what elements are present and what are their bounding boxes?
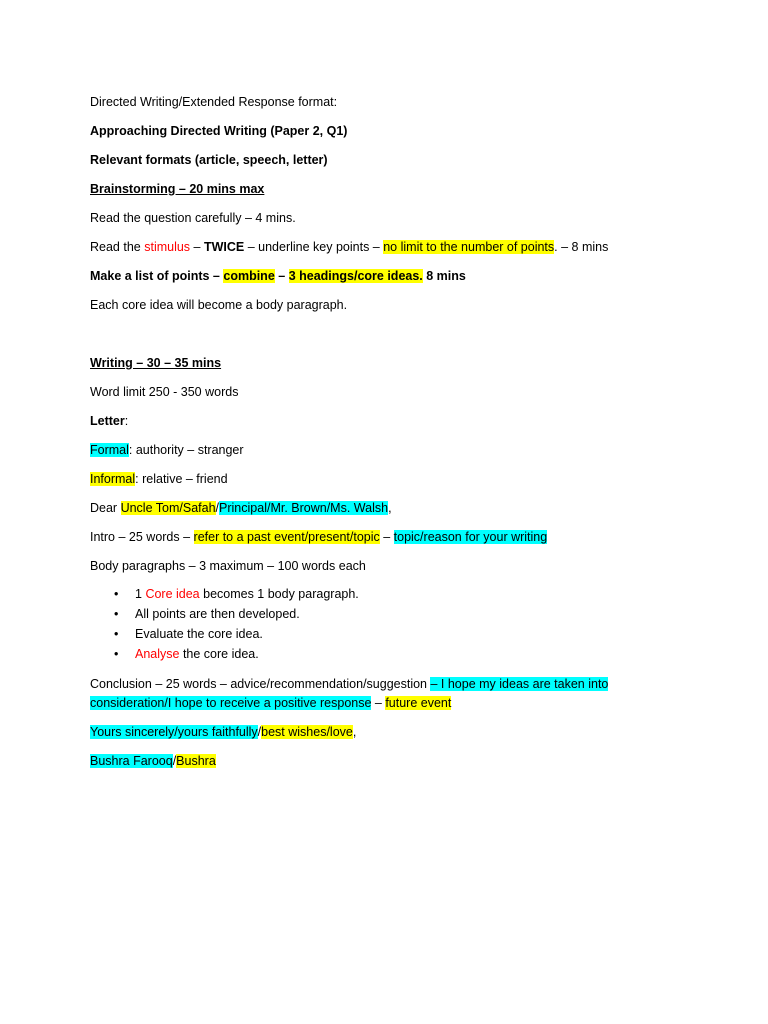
name-line	[90, 754, 216, 769]
text: /	[257, 725, 262, 739]
highlight-yellow: refer to a past event/present/topic	[193, 530, 380, 544]
text: 8 mins	[422, 269, 466, 283]
text: Make a list of points –	[90, 269, 224, 283]
dear-line	[90, 501, 392, 516]
text: becomes 1 body paragraph.	[199, 587, 359, 601]
text: –	[190, 240, 204, 254]
heading-formats: Relevant formats (article, speech, letter)	[90, 153, 328, 167]
text: Dear	[90, 501, 121, 515]
text: Read the	[90, 240, 145, 254]
text: –	[371, 696, 386, 710]
text: /	[172, 754, 177, 768]
informal-line	[90, 472, 228, 487]
highlight-yellow: Uncle Tom/Safah	[120, 501, 216, 515]
text: Intro – 25 words –	[90, 530, 194, 544]
highlight-yellow: best wishes/love	[261, 725, 353, 739]
twice-bold-text: TWICE	[203, 240, 245, 254]
text: Conclusion – 25 words – advice/recommendation/suggestion	[90, 677, 431, 691]
list-item	[90, 627, 359, 647]
red-text: Core idea	[145, 587, 200, 601]
text: – underline key points –	[244, 240, 384, 254]
text: Evaluate the core idea.	[135, 627, 263, 641]
highlight-cyan: Principal/Mr. Brown/Ms. Walsh	[219, 501, 389, 515]
signoff-line	[90, 725, 356, 740]
letter-label	[90, 414, 128, 429]
brainstorm-line-2	[90, 240, 608, 255]
doc-title: Directed Writing/Extended Response format:	[90, 95, 338, 109]
list-item	[90, 587, 359, 607]
text: 1	[135, 587, 146, 601]
highlight-yellow: Bushra	[176, 754, 216, 768]
highlight-yellow: Informal	[90, 472, 136, 486]
text: /	[215, 501, 220, 515]
formal-line	[90, 443, 244, 458]
list-item	[90, 607, 359, 627]
text: ,	[352, 725, 357, 739]
bullet-list	[90, 587, 359, 667]
text: the core idea.	[179, 647, 259, 661]
text: –	[379, 530, 394, 544]
highlight-cyan: Bushra Farooq	[90, 754, 173, 768]
highlight-cyan: Formal	[90, 443, 129, 457]
highlight-yellow: combine	[223, 269, 275, 283]
heading-writing: Writing – 30 – 35 mins	[90, 356, 222, 370]
text: . – 8 mins	[554, 240, 609, 254]
text: : relative – friend	[135, 472, 228, 486]
text: ,	[388, 501, 392, 515]
heading-approaching: Approaching Directed Writing (Paper 2, Q1)	[90, 124, 348, 138]
text: :	[124, 414, 129, 428]
intro-line	[90, 530, 547, 545]
highlight-cyan: consideration/I hope to receive a positive response	[90, 696, 372, 710]
body-paragraphs-line: Body paragraphs – 3 maximum – 100 words each	[90, 559, 366, 573]
text: All points are then developed.	[135, 607, 300, 621]
highlight-yellow: 3 headings/core ideas.	[288, 269, 423, 283]
conclusion-line-2	[90, 696, 451, 711]
brainstorm-line-3	[90, 269, 466, 284]
letter-bold-text: Letter	[90, 414, 125, 428]
highlight-yellow: future event	[385, 696, 452, 710]
text: : authority – stranger	[128, 443, 244, 457]
list-item	[90, 647, 359, 667]
heading-brainstorming: Brainstorming – 20 mins max	[90, 182, 265, 196]
red-text: Analyse	[135, 647, 180, 661]
bullet-icon: •	[114, 607, 119, 621]
highlight-cyan: Yours sincerely/yours faithfully	[90, 725, 258, 739]
conclusion-line-1	[90, 677, 608, 692]
brainstorm-line-4: Each core idea will become a body paragraph.	[90, 298, 348, 312]
highlight-cyan: – I hope my ideas are taken into	[430, 677, 609, 691]
word-limit: Word limit 250 - 350 words	[90, 385, 239, 399]
text: –	[274, 269, 289, 283]
brainstorm-line-1: Read the question carefully – 4 mins.	[90, 211, 296, 225]
bullet-icon: •	[114, 647, 119, 661]
bullet-icon: •	[114, 587, 119, 601]
stimulus-red-text: stimulus	[144, 240, 191, 254]
highlight-yellow: no limit to the number of points	[383, 240, 555, 254]
bullet-icon: •	[114, 627, 119, 641]
highlight-cyan: topic/reason for your writing	[393, 530, 548, 544]
